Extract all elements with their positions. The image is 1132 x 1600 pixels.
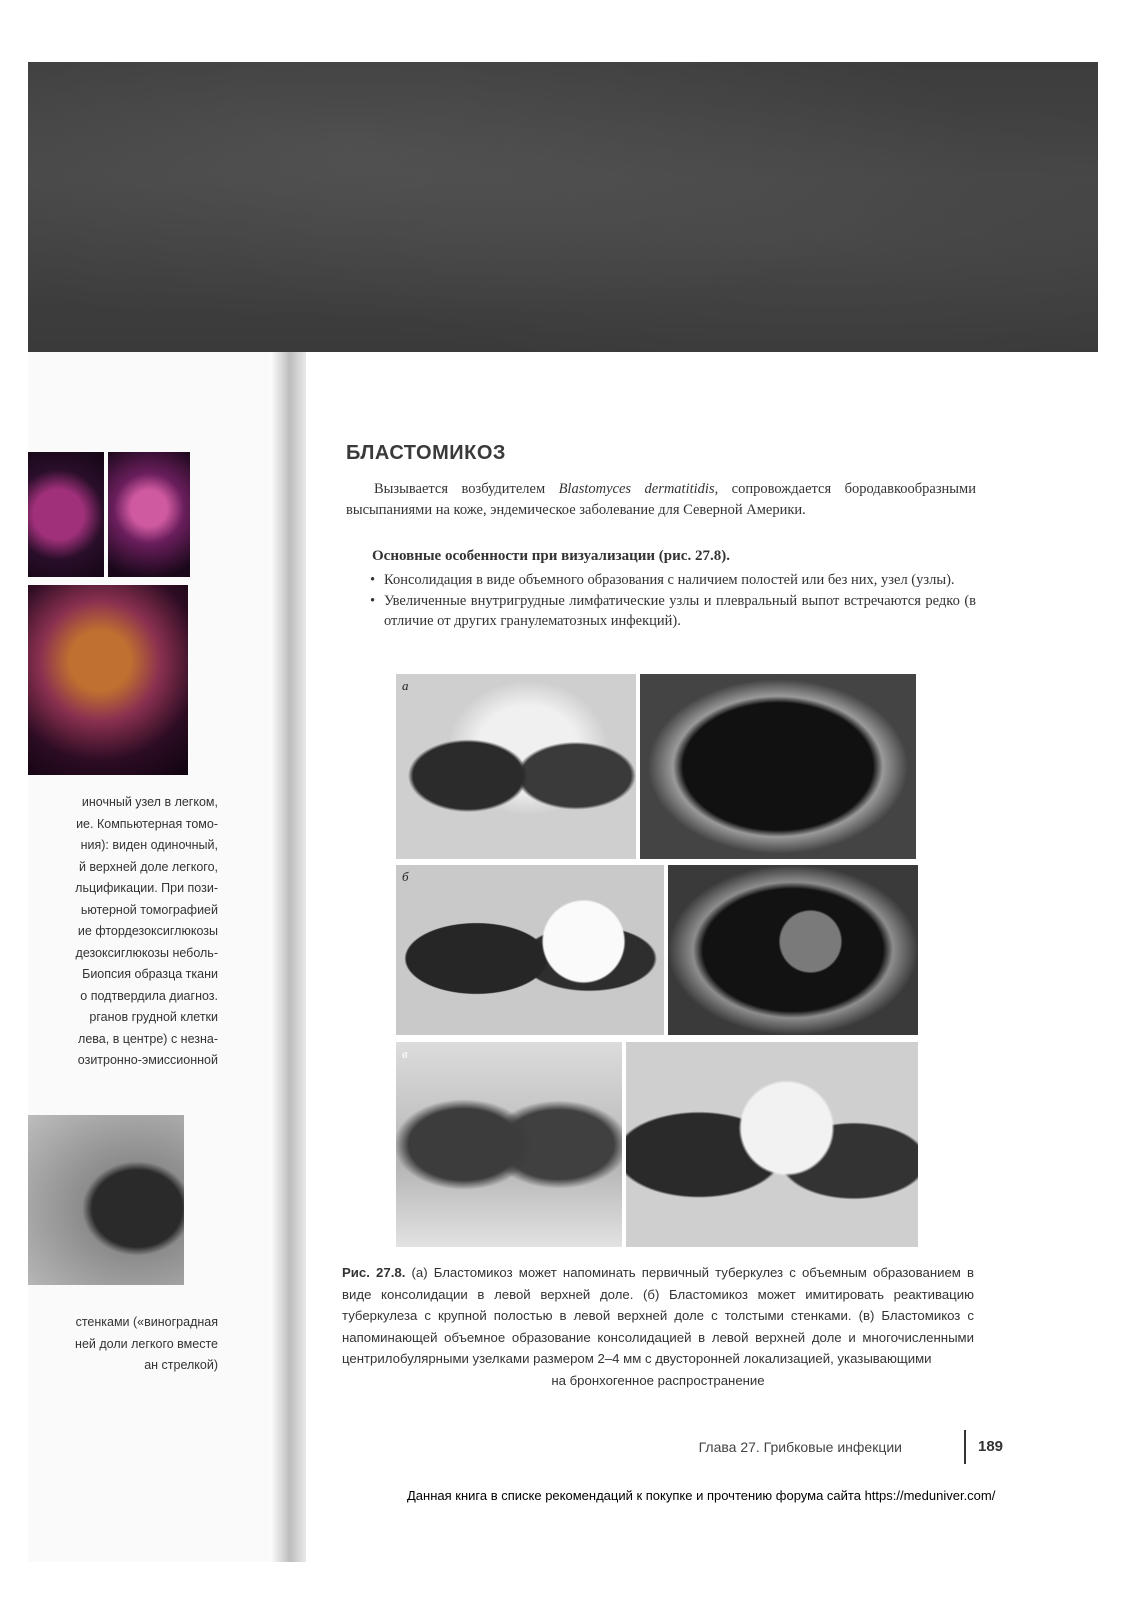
- text-line: Биопсия образца ткани: [82, 967, 218, 981]
- text-line: ния): виден одиночный,: [80, 838, 218, 852]
- features-list: [368, 570, 976, 632]
- figure-caption: Рис. 27.8. (а) Бластомикоз может напоминать первичный туберкулез с объемным образованием в виде консолидации в левой верхней доле. (б) Бластомикоз может имитировать реактивацию туберкулеза с крупной полостью в левой верхней доле с толстыми стенками. (в) Бластомикоз с напоминающей объемное образование консолидацией в левой верхней доле и многочисленными центрилобулярными узелками размером 2–4 мм с двусторонней локализацией, указывающими на бронхогенное распространение: [342, 1265, 974, 1388]
- text-line: рганов грудной клетки: [89, 1010, 218, 1024]
- right-page: [306, 352, 1098, 1562]
- features-title: Основные особенности при визуализации (рис. 27.8).: [372, 548, 730, 564]
- pet-ct-image-3: [28, 585, 188, 775]
- figure-panel-a-mediastinal-window: [640, 674, 916, 859]
- text-line: лева, в центре) с незна-: [78, 1031, 218, 1046]
- intro-paragraph: Вызывается возбудителем Blastomyces dermatitidis, сопровождается бородавкообразными высыпаниями на коже, эндемическое заболевание для Северной Америки.: [346, 481, 976, 518]
- panel-label: б: [402, 869, 409, 884]
- left-caption-fragment-2: [28, 1312, 218, 1377]
- watermark: Данная книга в списке рекомендаций к покупке и прочтению форума сайта https://meduniver.com/: [407, 1488, 996, 1503]
- ct-lung-image: [28, 1115, 184, 1285]
- section-heading: БЛАСТОМИКОЗ: [346, 442, 506, 464]
- caption-title: Рис. 27.8.: [342, 1265, 406, 1280]
- divider: [964, 1430, 966, 1464]
- text-line: ан стрелкой): [144, 1358, 218, 1372]
- page-number: 189: [978, 1438, 1004, 1455]
- text-line: й верхней доле легкого,: [78, 859, 218, 874]
- figure-panel-c-ct: [626, 1042, 918, 1247]
- text-line: льцификации. При пози-: [75, 881, 218, 895]
- pet-ct-image-2: [108, 452, 190, 577]
- figure-panel-b-lung-window: [396, 865, 664, 1035]
- text-line: ие. Компьютерная томо-: [76, 816, 218, 831]
- text-line: ней доли легкого вместе: [75, 1336, 218, 1351]
- panel-label: а: [402, 678, 409, 693]
- list-item: • Консолидация в виде объемного образования с наличием полостей или без них, узел (узлы).: [368, 570, 976, 590]
- dark-background-strip: [28, 62, 1098, 352]
- left-page: [28, 352, 283, 1562]
- text-line: иночный узел в легком,: [81, 795, 218, 809]
- text-line: дезоксиглюкозы неболь-: [75, 945, 218, 960]
- left-caption-fragment: [28, 792, 218, 1072]
- species-name: Blastomyces dermatitidis: [558, 481, 715, 497]
- figure-panel-c-radiograph: [396, 1042, 622, 1247]
- pet-ct-image-1: [28, 452, 104, 577]
- figure-panel-b-mediastinal-window: [668, 865, 918, 1035]
- figure-panel-a-lung-window: [396, 674, 636, 859]
- panel-label: в: [402, 1046, 408, 1061]
- text-line: озитронно-эмиссионной: [77, 1053, 218, 1067]
- running-head: Глава 27. Грибковые инфекции: [698, 1439, 902, 1455]
- text-line: о подтвердила диагноз.: [80, 988, 218, 1003]
- text-line: стенками («виноградная: [75, 1315, 218, 1329]
- list-item: • Увеличенные внутригрудные лимфатические узлы и плевральный выпот встречаются редко (в отличие от других гранулематозных инфекций).: [368, 591, 976, 631]
- book-gutter: [270, 352, 306, 1562]
- text-line: ие фтордезоксиглюкозы: [77, 924, 218, 938]
- text-line: ьютерной томографией: [80, 902, 218, 917]
